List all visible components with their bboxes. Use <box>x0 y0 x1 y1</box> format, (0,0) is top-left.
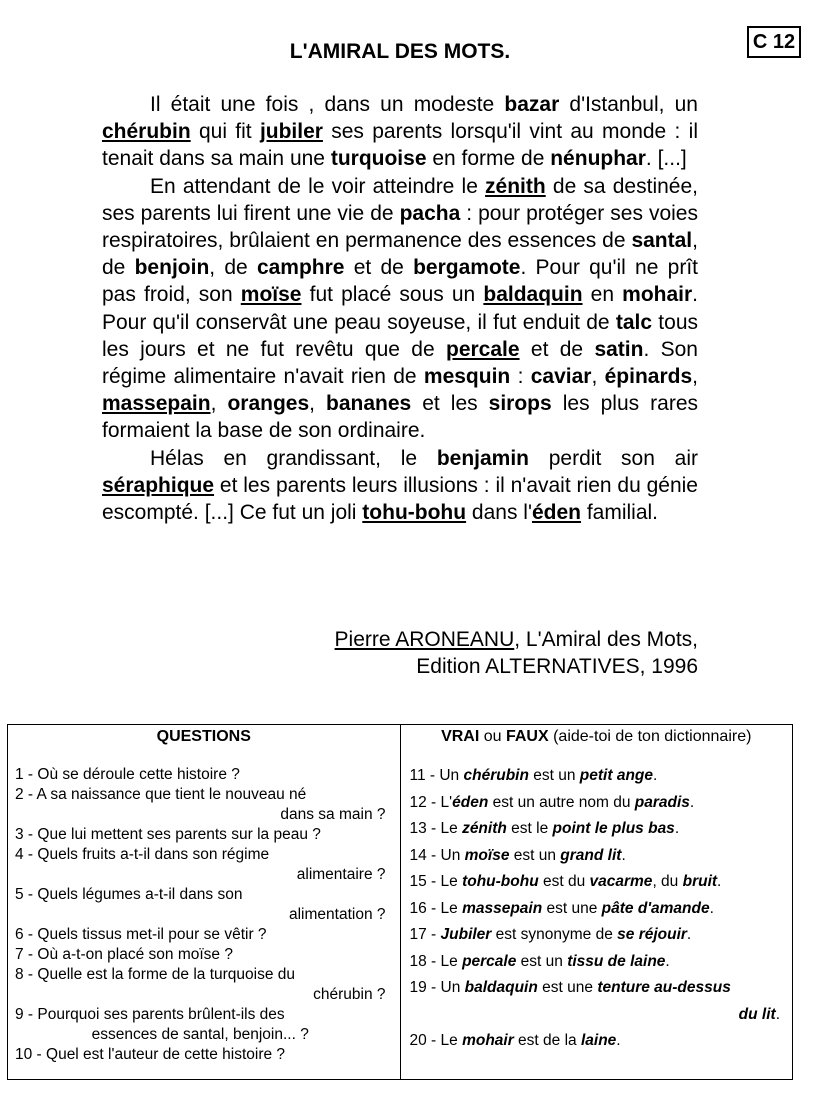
question-text-continued: alimentaire ? <box>296 866 386 883</box>
truefalse-statement <box>410 843 785 870</box>
key-term: paradis <box>634 793 690 811</box>
statement-text: est un <box>509 846 561 864</box>
bold-vocabulary-word: oranges <box>227 392 310 416</box>
bold-vocabulary-word: bananes <box>326 392 412 416</box>
truefalse-statement <box>410 816 785 843</box>
question-text: 1 - Où se déroule cette histoire ? <box>15 766 240 783</box>
truefalse-statement <box>410 975 785 1028</box>
text-run: dans l' <box>466 501 532 525</box>
key-term: grand lit <box>560 846 622 864</box>
truefalse-statement <box>410 790 785 817</box>
statement-text: est du <box>538 873 590 890</box>
text-run: perdit son air <box>529 446 698 470</box>
underlined-vocabulary-word: éden <box>531 501 581 525</box>
question-text: 8 - Quelle est la forme de la turquoise du <box>15 966 296 983</box>
question-text: 10 - Quel est l'auteur de cette histoire ? <box>15 1046 286 1063</box>
question-text-continued: alimentation ? <box>288 906 386 923</box>
statement-text: 15 - Le <box>409 873 463 890</box>
text-run: et de <box>519 337 595 361</box>
truefalse-statement <box>410 763 785 790</box>
text-run: et les parents leurs illusions : il n'avait rien du génie escompté. [...] Ce fut un joli <box>102 473 698 525</box>
statement-text: 17 - <box>409 926 441 943</box>
truefalse-list <box>401 746 793 1055</box>
text-run: , de <box>209 256 257 280</box>
underlined-vocabulary-word: moïse <box>240 283 302 307</box>
text-run: tous les jours et ne fut revêtu que de <box>102 310 698 361</box>
header-vrai: VRAI <box>441 728 480 745</box>
statement-text: est une <box>542 899 602 917</box>
key-term: chérubin <box>463 767 529 784</box>
text-run: Il était une fois , dans un modeste <box>150 93 505 116</box>
key-term: laine <box>580 1032 617 1049</box>
story-text <box>102 91 698 526</box>
question-text: 9 - Pourquoi ses parents brûlent-ils des <box>15 1006 285 1023</box>
key-term: du lit <box>738 1005 776 1023</box>
bold-vocabulary-word: bazar <box>504 93 560 116</box>
statement-text: 16 - Le <box>409 899 463 917</box>
statement-text: est un autre nom du <box>488 793 635 811</box>
header-instruction: (aide-toi de ton dictionnaire) <box>548 728 752 745</box>
questions-table <box>7 724 793 1080</box>
question-text-continued: chérubin ? <box>313 986 386 1003</box>
underlined-vocabulary-word: tohu-bohu <box>362 501 467 525</box>
text-run: . Son régime alimentaire n'avait rien de <box>102 337 698 389</box>
key-term: pâte d'amande <box>601 899 710 917</box>
statement-text: . <box>621 846 626 864</box>
statement-text: est une <box>537 979 598 996</box>
statement-text: . <box>653 767 658 784</box>
question-text: 5 - Quels légumes a-t-il dans son <box>15 886 243 903</box>
text-run: et de <box>344 256 414 280</box>
text-run: , <box>692 365 698 389</box>
key-term: moïse <box>464 846 510 864</box>
credit-line-2: Edition ALTERNATIVES, 1996 <box>416 655 698 678</box>
text-run: qui fit <box>190 120 260 144</box>
text-run: ses parents lorsqu'il vint au monde : il tenait dans sa main une <box>102 120 698 171</box>
text-run: d'Istanbul, un <box>559 93 698 116</box>
question-item <box>15 825 400 845</box>
question-item <box>15 785 400 825</box>
statement-text: . <box>686 926 692 943</box>
truefalse-statement <box>410 922 785 949</box>
key-term: percale <box>462 952 517 970</box>
bold-vocabulary-word: turquoise <box>330 147 427 171</box>
text-run: , <box>210 392 228 416</box>
underlined-vocabulary-word: chérubin <box>102 120 191 144</box>
bold-vocabulary-word: mohair <box>622 283 693 307</box>
key-term: tohu-bohu <box>462 873 539 890</box>
text-run: de sa destinée, ses parents lui firent une vie de <box>102 174 698 225</box>
statement-text: est un <box>516 952 568 970</box>
statement-text: est un <box>528 767 580 784</box>
worksheet-code-badge: C 12 <box>747 26 801 58</box>
truefalse-header <box>401 725 793 746</box>
story-paragraph-1 <box>102 91 698 173</box>
question-text: 7 - Où a-t-on placé son moïse ? <box>15 946 233 963</box>
questions-column <box>8 725 401 1080</box>
key-term: tenture au-dessus <box>597 979 731 996</box>
statement-text: . <box>665 952 670 970</box>
key-term: zénith <box>462 820 507 837</box>
statement-text: est de la <box>513 1032 581 1049</box>
bold-vocabulary-word: pacha <box>399 201 461 225</box>
key-term: petit ange <box>579 767 653 784</box>
text-run: , <box>309 392 327 416</box>
bold-vocabulary-word: caviar <box>530 365 592 389</box>
bold-vocabulary-word: épinards <box>604 365 693 389</box>
bold-vocabulary-word: mesquin <box>423 365 511 389</box>
question-item <box>15 965 400 1005</box>
text-run: familial. <box>580 501 659 525</box>
questions-header: QUESTIONS <box>156 728 251 745</box>
question-text: 3 - Que lui mettent ses parents sur la peau ? <box>15 826 321 843</box>
statement-text: 18 - Le <box>409 952 463 970</box>
bold-vocabulary-word: satin <box>594 337 644 361</box>
statement-text: est le <box>506 820 553 837</box>
statement-text: 14 - Un <box>409 846 465 864</box>
statement-text: . <box>717 873 722 890</box>
question-text: 6 - Quels tissus met-il pour se vêtir ? <box>15 926 267 943</box>
statement-text: . <box>709 899 714 917</box>
text-run: En attendant de le voir atteindre le <box>150 174 486 198</box>
truefalse-statement <box>410 896 785 923</box>
header-ou: ou <box>479 728 506 745</box>
text-run: et les <box>411 392 489 416</box>
text-run: . Pour qu'il conservât une peau soyeuse, il fut enduit de <box>102 283 699 334</box>
question-item <box>15 765 400 785</box>
key-term: bruit <box>682 873 718 890</box>
question-text-continued: dans sa main ? <box>280 806 386 823</box>
key-term: baldaquin <box>464 979 538 996</box>
truefalse-statement <box>410 1028 785 1055</box>
statement-text: 19 - Un <box>409 979 465 996</box>
text-run: en forme de <box>426 147 551 171</box>
question-item <box>15 1045 400 1065</box>
source-credit <box>102 626 698 680</box>
question-item <box>15 925 400 945</box>
key-term: vacarme <box>589 873 653 890</box>
header-faux: FAUX <box>505 728 549 745</box>
text-run: , <box>591 365 605 389</box>
underlined-vocabulary-word: séraphique <box>102 473 215 497</box>
underlined-vocabulary-word: massepain <box>102 392 211 416</box>
underlined-vocabulary-word: percale <box>446 337 520 361</box>
bold-vocabulary-word: benjamin <box>436 446 529 470</box>
text-run: . Pour qu'il ne prît pas froid, son <box>102 256 698 307</box>
key-term: Jubiler <box>440 926 492 943</box>
key-term: mohair <box>462 1032 514 1049</box>
question-text-continued: essences de santal, benjoin... ? <box>91 1026 309 1043</box>
bold-vocabulary-word: talc <box>615 310 653 334</box>
question-item <box>15 1005 400 1045</box>
bold-vocabulary-word: benjoin <box>134 256 210 280</box>
key-term: éden <box>452 793 489 811</box>
text-run: : <box>510 365 531 389</box>
question-text: 2 - A sa naissance que tient le nouveau né <box>15 786 307 803</box>
statement-text: 20 - Le <box>409 1032 463 1049</box>
bold-vocabulary-word: camphre <box>256 256 345 280</box>
bold-vocabulary-word: santal <box>631 229 693 253</box>
truefalse-statement <box>410 949 785 976</box>
statement-text: 12 - L' <box>409 793 453 811</box>
statement-text: . <box>674 820 680 837</box>
key-term: tissu de laine <box>567 952 666 970</box>
statement-text: est synonyme de <box>491 926 618 943</box>
text-run: fut placé sous un <box>301 283 484 307</box>
bold-vocabulary-word: sirops <box>488 392 552 416</box>
statement-text: , du <box>652 873 683 890</box>
bold-vocabulary-word: nénuphar <box>550 147 646 171</box>
key-term: se réjouir <box>617 926 687 943</box>
text-run: , de <box>102 229 698 280</box>
underlined-vocabulary-word: baldaquin <box>483 283 583 307</box>
text-run: . [...] <box>645 147 687 171</box>
text-run: Hélas en grandissant, le <box>150 446 437 470</box>
questions-list <box>8 746 400 1065</box>
truefalse-statement <box>410 869 785 896</box>
story-paragraph-2 <box>102 173 698 445</box>
key-term: point le plus bas <box>552 820 675 837</box>
statement-text: . <box>775 1005 780 1023</box>
statement-text: 13 - Le <box>409 820 463 837</box>
statement-text: 11 - Un <box>409 767 464 784</box>
text-run: en <box>582 283 623 307</box>
text-run: : pour protéger ses voies respiratoires, brûlaient en permanence des essences de <box>102 201 698 253</box>
question-text: 4 - Quels fruits a-t-il dans son régime <box>15 846 270 863</box>
statement-continued <box>410 1002 785 1029</box>
question-item <box>15 845 400 885</box>
credit-work: , L'Amiral des Mots, <box>514 628 698 651</box>
underlined-vocabulary-word: jubiler <box>259 120 323 144</box>
question-item <box>15 945 400 965</box>
credit-line-1 <box>102 626 698 653</box>
statement-text: . <box>616 1032 621 1049</box>
page-title: L'AMIRAL DES MOTS. <box>289 40 511 63</box>
underlined-vocabulary-word: zénith <box>485 174 546 198</box>
story-paragraph-3 <box>102 445 698 527</box>
question-item <box>15 885 400 925</box>
statement-text: . <box>689 793 695 811</box>
key-term: massepain <box>462 899 543 917</box>
truefalse-column <box>400 725 793 1080</box>
credit-author: Pierre ARONEANU <box>334 628 515 651</box>
bold-vocabulary-word: bergamote <box>413 256 521 280</box>
text-run: les plus rares formaient la base de son ordinaire. <box>102 392 699 443</box>
